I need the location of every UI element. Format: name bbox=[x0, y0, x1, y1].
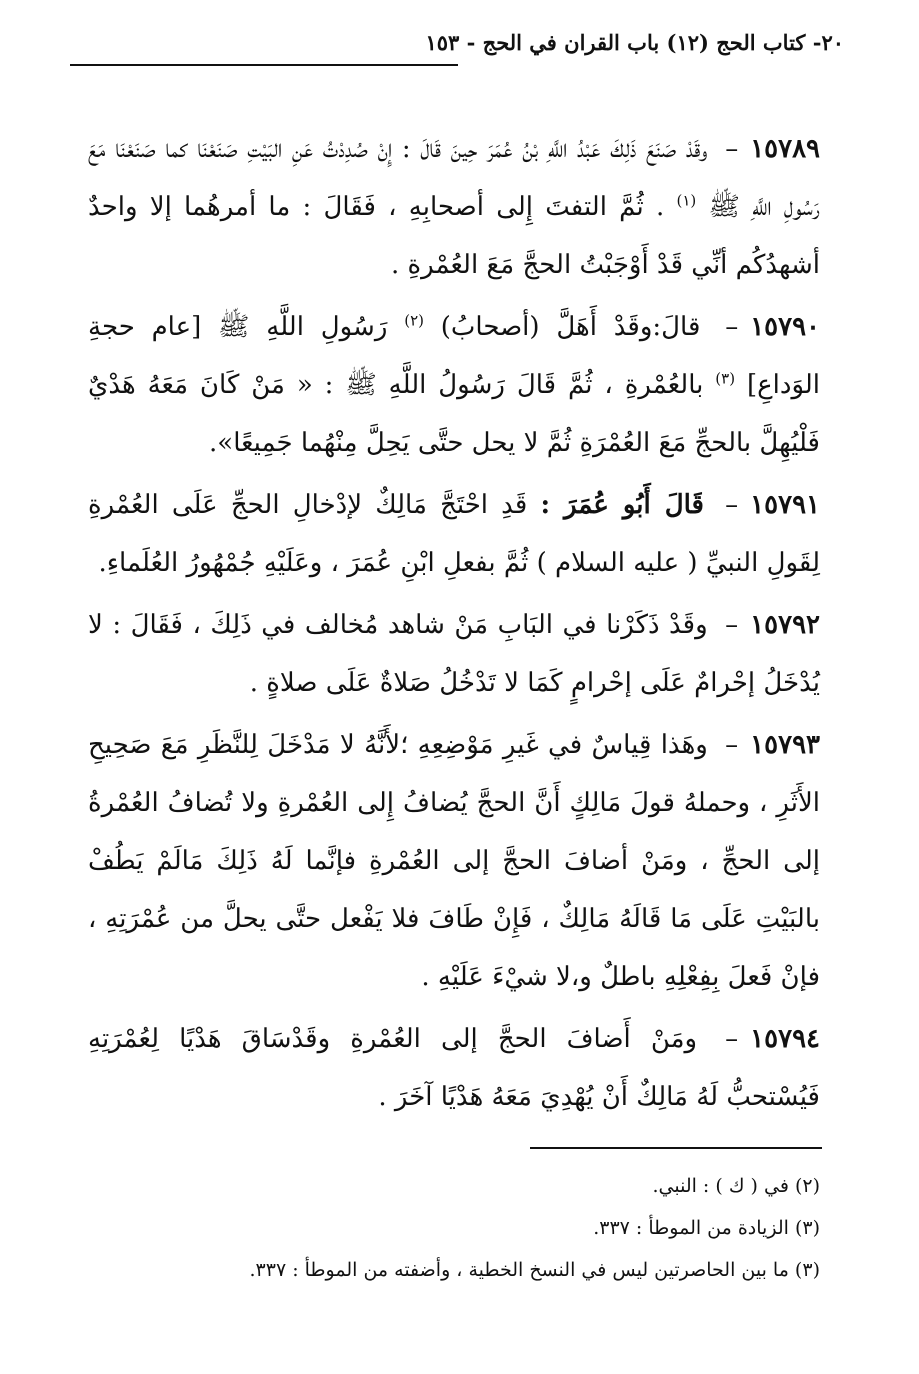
paragraph-15794 bbox=[88, 1010, 820, 1126]
footnote: (٣) ما بين الحاصرتين ليس في النسخ الخطية ، وأضفته من الموطأ : ٣٣٧. bbox=[249, 1259, 820, 1281]
paragraph-number: ١٥٧٩٠ bbox=[750, 312, 821, 342]
paragraph-15793 bbox=[88, 716, 820, 1006]
dash: – bbox=[725, 610, 739, 640]
header-rule bbox=[70, 64, 458, 66]
paragraph-text: وقَدْ صَنَعَ ذَلِكَ عَبْدُ اللَّهِ بْنُ عُمَرَ حِينَ قَالَ : إِنْ صُدِدْتُ عَنِ البَيْتِ صَنَعْنَا كما صَنَعْنَا مَعَ رَسُولِ اللَّهِ ﷺ bbox=[88, 134, 821, 222]
footnote: (٢) في ( ك ) : النبي. bbox=[652, 1175, 820, 1197]
footnote-marker: (٢) bbox=[404, 311, 424, 330]
footnote-rule bbox=[530, 1147, 822, 1149]
footnote-marker: (١) bbox=[676, 191, 697, 210]
paragraph-number: ١٥٧٩٤ bbox=[750, 1024, 820, 1054]
paragraph-text: قَدِ احْتَجَّ مَالِكٌ لإدْخالِ الحجِّ عَلَى العُمْرةِ لِقَولِ النبيِّ ( عليه السلام ) ثُمَّ بفعلِ ابْنِ عُمَرَ ، وعَلَيْهِ جُمْهُورُ العُلَماءِ. bbox=[88, 490, 820, 578]
running-header: ٢٠- كتاب الحج (١٢) باب القران في الحج - ١٥٣ bbox=[425, 30, 844, 55]
footnote-marker: (٣) bbox=[715, 369, 736, 388]
paragraph-15789 bbox=[88, 120, 820, 294]
paragraph-lead: قَالَ أَبُو عُمَرَ : bbox=[540, 490, 704, 520]
paragraph-number: ١٥٧٩٢ bbox=[750, 610, 820, 640]
paragraph-15790 bbox=[88, 298, 820, 472]
paragraph-text-continued: رَسُولِ اللَّهِ ﷺ [عام حجةِ الوَداعِ] bbox=[88, 312, 821, 400]
main-text bbox=[88, 120, 820, 1130]
paragraph-number: ١٥٧٩١ bbox=[750, 490, 820, 520]
paragraph-text: وقَدْ ذَكَرْنا في البَابِ مَنْ شاهد مُخالف في ذَلِكَ ، فَقَالَ : لا يُدْخَلُ إحْرامٌ عَلَى إحْرامٍ كَمَا لا تَدْخُلُ صَلاةٌ عَلَى صلاةٍ . bbox=[88, 610, 820, 698]
paragraph-text-continued: . ثُمَّ التفتَ إِلى أصحابِهِ ، فَقَالَ : ما أمرهُما إلا واحدٌ أشهدُكُم أنِّي قَدْ أَوْجَبْتُ الحجَّ مَعَ العُمْرةِ . bbox=[88, 192, 820, 280]
paragraph-15791 bbox=[88, 476, 820, 592]
dash: – bbox=[725, 730, 739, 760]
dash: – bbox=[725, 312, 739, 342]
paragraph-15792 bbox=[88, 596, 820, 712]
paragraph-text-continued: بالعُمْرةِ ، ثُمَّ قَالَ رَسُولُ اللَّهِ ﷺ : « مَنْ كَانَ مَعَهُ هَدْيٌ فَلْيُهِلَّ بالحجِّ مَعَ العُمْرَةِ ثُمَّ لا يحل حتَّى يَحِلَّ مِنْهُما جَمِيعًا». bbox=[88, 370, 820, 458]
paragraph-number: ١٥٧٩٣ bbox=[750, 730, 820, 760]
paragraph-number: ١٥٧٨٩ bbox=[750, 134, 821, 164]
dash: – bbox=[725, 1024, 739, 1054]
dash: – bbox=[725, 134, 739, 164]
dash: – bbox=[725, 490, 739, 520]
paragraph-text: قالَ:وقَدْ أَهَلَّ (أصحابُ) bbox=[440, 312, 701, 342]
paragraph-text: وهَذا قِياسٌ في غَيرِ مَوْضِعِهِ ؛لأَنَّهُ لا مَدْخَلَ لِلنَّظَرِ مَعَ صَحِيحِ الأَثَرِ ، وحملهُ قولَ مَالِكٍ أَنَّ الحجَّ يُضافُ إِلى العُمْرةِ ولا تُضافُ العُمْرةُ إلى الحجِّ ، ومَنْ أضافَ الحجَّ إلى العُمْرةِ فإنَّما لَهُ ذَلِكَ مَالَمْ يَطُفْ بالبَيْتِ عَلَى مَا قَالَهُ مَالِكٌ ، فَإِنْ طَافَ فلا يَفْعل حتَّى يحلَّ من عُمْرَتِهِ ، فإنْ فَعلَ بِفِعْلِهِ باطلٌ و،لا شيْءَ عَلَيْهِ . bbox=[88, 730, 820, 992]
paragraph-text: ومَنْ أَضافَ الحجَّ إلى العُمْرةِ وقَدْسَاقَ هَدْيًا لِعُمْرَتِهِ فَيُسْتحبُّ لَهُ مَالِكٌ أَنْ يُهْدِيَ مَعَهُ هَدْيًا آخَرَ . bbox=[88, 1024, 820, 1112]
footnotes bbox=[150, 1165, 820, 1291]
footnote: (٣) الزيادة من الموطأ : ٣٣٧. bbox=[593, 1217, 820, 1239]
